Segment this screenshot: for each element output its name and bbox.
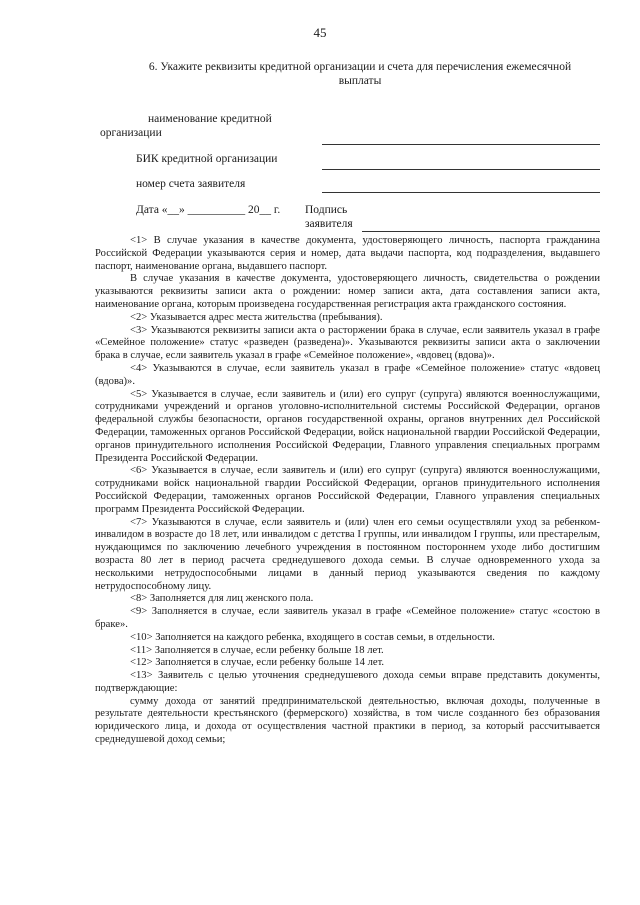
date-field[interactable]: Дата «__» __________ 20__ г. <box>136 204 281 216</box>
footnote-7: <7> Указываются в случае, если заявитель и (или) член его семьи осуществляли уход за ребенком-инвалидом в возрасте до 18 лет, или инвалидом с детства I группы, или инвалидом I группы, или престарелым, нуждающимся по заключению лечебного учреждения в постоянном постороннем уходе либо достигшим возраста 80 лет в период расчета среднедушевого дохода семьи. В случае одновременного ухода за несколькими нетрудоспособными лицами в данный период указываются сведения по каждому нетрудоспособному лицу. <box>95 516 600 592</box>
footnote-13-item: сумму дохода от занятий предпринимательской деятельностью, включая доходы, полученные в результате деятельности крестьянского (фермерского) хозяйства, в том числе созданного без образования юридического лица, и дохода от осуществления частной практики в период, за который рассчитывается среднедушевой доход семьи; <box>95 695 600 746</box>
footnote-6: <6> Указывается в случае, если заявитель и (или) его супруг (супруга) являются военнослужащими, сотрудниками войск национальной гвардии Российской Федерации, органов принудительного исполнения Российской Федерации, таможенных органов Российской Федерации, Главного управления специальных программ Президента Российской Федерации. <box>95 465 600 515</box>
account-field[interactable] <box>322 192 600 193</box>
footnote-1: <1> В случае указания в качестве документа, удостоверяющего личность, паспорта гражданина Российской Федерации указываются серия и номер, дата выдачи паспорта, код подразделения, выдавшего паспорт, наименование органа, выдавшего паспорт. <box>95 235 600 272</box>
footnote-4: <4> Указываются в случае, если заявитель указал в графе «Семейное положение» статус «вдовец (вдова)». <box>95 362 600 387</box>
section-heading: 6. Укажите реквизиты кредитной организации и счета для перечисления ежемесячной выплаты <box>148 61 572 87</box>
footnote-10: <10> Заполняется на каждого ребенка, входящего в состав семьи, в отдельности. <box>130 631 495 643</box>
bank-name-label-cont: организации <box>100 127 162 139</box>
bik-field[interactable] <box>322 169 600 170</box>
footnote-3: <3> Указываются реквизиты записи акта о расторжении брака в случае, если заявитель указал в графе «Семейное положение» статус «разведен (разведена)». Указываются реквизиты записи акта о заключении брака в случае, если заявитель указал в графе «Семейное положение», «вдовец (вдова)». <box>95 324 600 362</box>
footnote-2: <2> Указывается адрес места жительства (пребывания). <box>130 311 383 323</box>
footnote-11: <11> Заполняется в случае, если ребенку больше 18 лет. <box>130 644 384 656</box>
signature-label: Подпись <box>305 204 348 216</box>
footnote-9: <9> Заполняется в случае, если заявитель указал в графе «Семейное положение» статус «состою в браке». <box>95 606 600 630</box>
signature-label-cont: заявителя <box>305 218 353 230</box>
footnote-5: <5> Указывается в случае, если заявитель и (или) его супруг (супруга) являются военнослужащими, сотрудниками учреждений и органов уголовно-исполнительной системы Российской Федерации, органов федеральной службы безопасности, органов государственной охраны, органов внутренних дел Российской Федерации, таможенных органов Российской Федерации, войск национальной гвардии Российской Федерации, органов принудительного исполнения Российской Федерации, Главного управления специальных программ Президента Российской Федерации. <box>95 388 600 464</box>
footnotes <box>95 235 600 747</box>
bank-name-field[interactable] <box>322 144 600 145</box>
bank-name-label: наименование кредитной <box>148 113 272 125</box>
footnote-8: <8> Заполняется для лиц женского пола. <box>130 593 314 605</box>
footnote-1-cont: В случае указания в качестве документа, удостоверяющего личность, свидетельства о рождении указываются реквизиты записи акта о рождении: номер записи акта, дата составления записи акта, наименование органа, которым произведена государственная регистрация акта гражданского состояния. <box>95 273 600 310</box>
account-label: номер счета заявителя <box>136 178 246 190</box>
footnote-12: <12> Заполняется в случае, если ребенку больше 14 лет. <box>130 657 385 669</box>
bik-label: БИК кредитной организации <box>136 153 278 165</box>
footnote-13: <13> Заявитель с целью уточнения среднедушевого дохода семьи вправе представить документы, подтверждающие: <box>95 670 600 694</box>
page-number: 45 <box>313 25 327 40</box>
signature-field[interactable] <box>362 231 600 232</box>
